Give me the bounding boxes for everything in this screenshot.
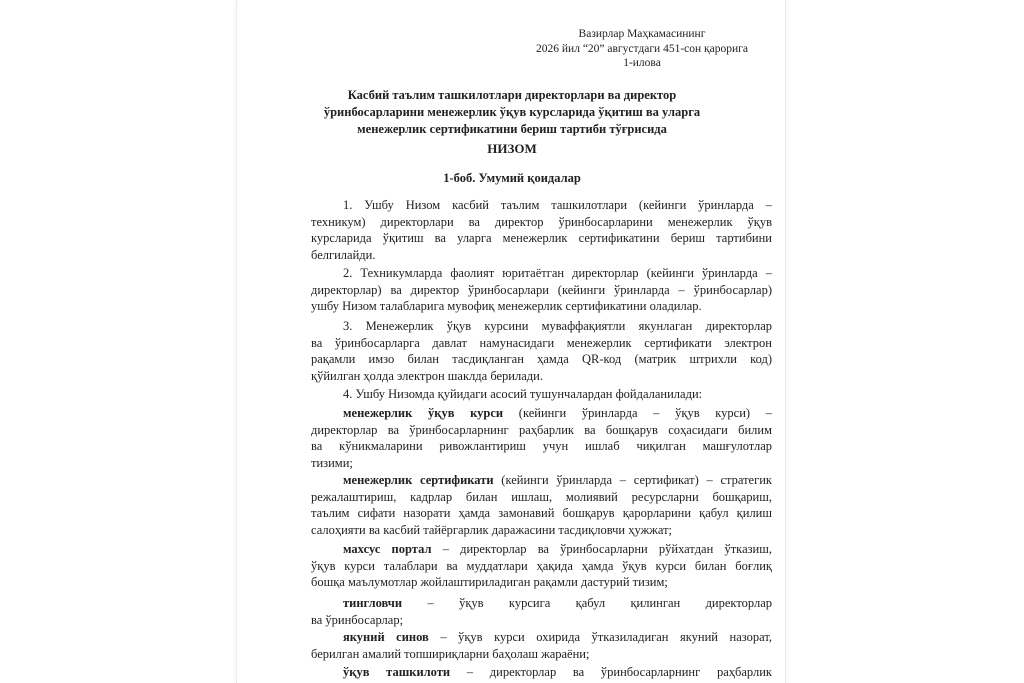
definition-text: (кейинги ўринларда – ўқув курси) –	[503, 406, 773, 420]
paragraph-3	[311, 318, 772, 384]
text-line: курсларида ўқитиш ва уларга менежерлик сертификатини бериш тартибини	[311, 231, 772, 245]
definition-text: – директорлар ва ўринбосарларни рўйхатдан ўтказиш,	[431, 542, 772, 556]
text-line	[311, 541, 772, 558]
definition-term: махсус портал	[343, 542, 432, 556]
text-line: ушбу Низом талабларига мувофиқ менежерлик сертификатини оладилар.	[311, 299, 702, 313]
paragraph-1	[311, 197, 772, 263]
text-line: рақамли имзо билан тасдиқланган ҳамда QR-код (матрик штрихли код)	[311, 352, 772, 366]
text-line: ва ўринбосарлар;	[311, 612, 404, 627]
definition-course	[311, 405, 772, 471]
definition-portal	[311, 541, 772, 591]
text-line: директорлар) ва директор ўринбосарлари (кейинги ўринларда – ўринбосарлар)	[311, 282, 772, 297]
title-line: ўринбосарларини менежерлик ўқув курсларида ўқитиш ва уларга	[323, 105, 701, 119]
approval-line: 1-илова	[623, 57, 661, 69]
text-line: техникум) директорлари ва директор ўринбосарларини менежерлик ўқув	[311, 214, 772, 229]
text-line: директорлар ва ўринбосарларнинг раҳбарлик ва бошқарув соҳасидаги билим	[311, 422, 772, 437]
definition-term: тингловчи	[343, 596, 403, 610]
text-line: белгилайди.	[311, 247, 376, 262]
text-line: 2. Техникумларда фаолият юритаётган директорлар (кейинги ўринларда –	[343, 266, 772, 280]
definition-training-org	[311, 664, 772, 681]
text-line: 4. Ушбу Низомда қуйидаги асосий тушунчалардан фойдаланилади:	[343, 387, 703, 401]
paragraph-2	[311, 265, 772, 315]
text-line	[311, 472, 772, 489]
text-line: 3. Менежерлик ўқув курсини муваффақиятли якунлаган директорлар	[343, 319, 772, 333]
document-page	[236, 0, 786, 683]
definition-term: менежерлик ўқув курси	[343, 406, 504, 420]
text-line	[311, 405, 772, 422]
document-title	[257, 87, 767, 138]
definition-certificate	[311, 472, 772, 538]
definition-term: ўқув ташкилоти	[343, 665, 451, 679]
chapter-heading: 1-боб. Умумий қоидалар	[443, 171, 581, 185]
definition-text: – ўқув курси охирида ўтказиладиган якуний назорат,	[428, 630, 772, 644]
text-line: қўйилган ҳолда электрон шаклда берилади.	[311, 368, 543, 383]
definition-text: – ўқув курсига қабул қилинган директорлар	[402, 596, 772, 610]
approval-line: 2026 йил “20” августдаги 451-сон қарорига	[536, 42, 748, 55]
definition-term: якуний синов	[343, 630, 429, 644]
approval-line: Вазирлар Маҳкамасининг	[578, 28, 706, 40]
text-line: 1. Ушбу Низом касбий таълим ташкилотлари (кейинги ўринларда –	[343, 198, 772, 212]
title-line: Касбий таълим ташкилотлари директорлари ва директор	[347, 88, 677, 102]
definition-text: – директорлар ва ўринбосарларнинг раҳбарлик	[450, 665, 772, 679]
paragraph-4	[311, 386, 772, 403]
definition-text: (кейинги ўринларда – сертификат) – стратегик	[493, 473, 772, 487]
definition-final-test	[311, 629, 772, 662]
title-line: менежерлик сертификатини бериш тартиби тўғрисида	[357, 122, 667, 136]
text-line: берилган амалий топшириқларни баҳолаш жараёни;	[311, 646, 590, 661]
text-line: таълим сифати назорати ҳамда замонавий бошқарув қарорларини қабул қилиш	[311, 506, 772, 520]
text-line	[311, 629, 772, 646]
definition-term: менежерлик сертификати	[343, 473, 494, 487]
text-line: режалаштириш, кадрлар билан ишлаш, молиявий ресурсларни бошқариш,	[311, 489, 772, 504]
text-line: ва кўникмаларини ривожлантириш учун ишлаб чиқилган машғулотлар	[311, 439, 772, 453]
text-line	[311, 664, 772, 681]
text-line: салоҳияти ва касбий тайёргарлик даражасини тасдиқловчи ҳужжат;	[311, 522, 673, 537]
text-line: ўқув курси талаблари ва муддатлари ҳақида ҳамда ўқув курси билан боғлиқ	[311, 558, 772, 573]
approval-stamp	[527, 27, 757, 71]
text-line	[311, 595, 772, 612]
text-line: тизими;	[311, 455, 353, 470]
text-line: бошқа маълумотлар жойлаштириладиган рақамли дастурий тизим;	[311, 575, 668, 589]
definition-listener	[311, 595, 772, 628]
document-heading: НИЗОМ	[487, 141, 537, 156]
text-line: ва ўринбосарларга давлат намунасидаги менежерлик сертификати электрон	[311, 335, 772, 350]
